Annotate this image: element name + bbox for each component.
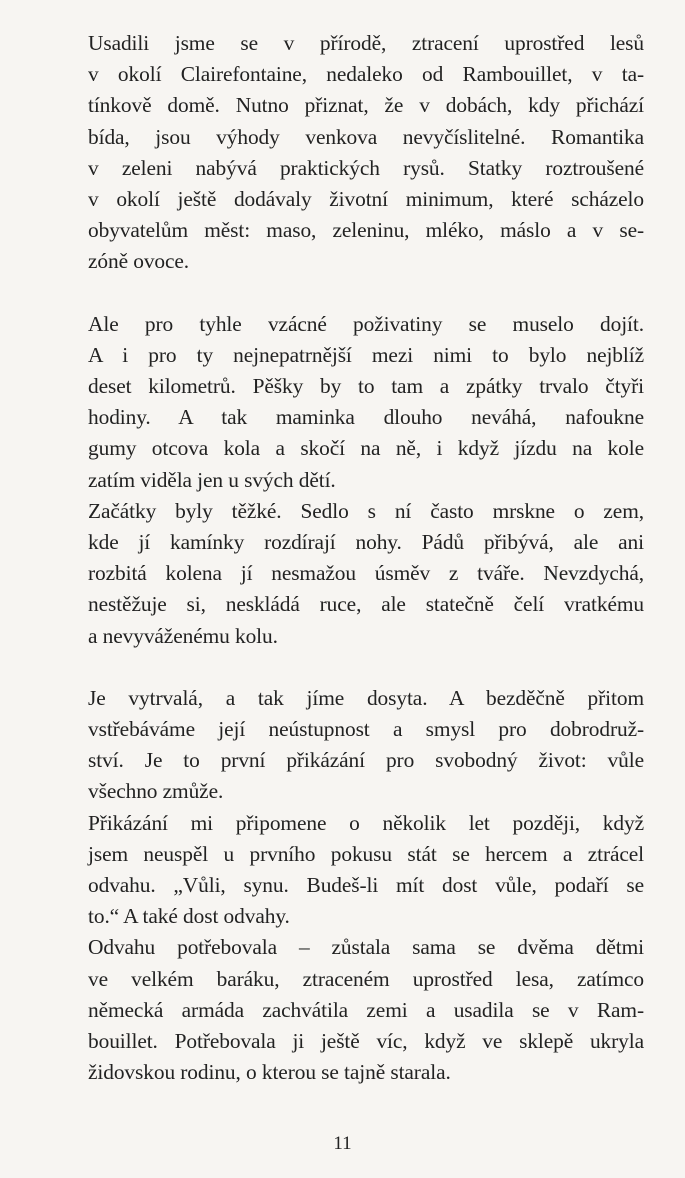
text-line: odvahu. „Vůli, synu. Budeš-li mít dost vůle, podaří se: [88, 873, 644, 898]
text-line: židovskou rodinu, o kterou se tajně starala.: [88, 1060, 451, 1085]
text-line: tínkově domě. Nutno přiznat, že v dobách, kdy přichází: [88, 93, 644, 118]
text-line: německá armáda zachvátila zemi a usadila se v Ram-: [88, 997, 644, 1022]
page-number: 11: [333, 1133, 352, 1154]
text-line: obyvatelům měst: maso, zeleninu, mléko, máslo a v se-: [88, 218, 644, 243]
text-line: Usadili jsme se v přírodě, ztracení uprostřed lesů: [88, 31, 644, 55]
text-line: kde jí kamínky rozdírají nohy. Pádů přibývá, ale ani: [88, 530, 644, 555]
text-line: v okolí Clairefontaine, nedaleko od Rambouillet, v ta-: [88, 62, 644, 87]
text-line: bouillet. Potřebovala ji ještě víc, když ve sklepě ukryla: [88, 1029, 644, 1054]
text-line: Začátky byly těžké. Sedlo s ní často mrskne o zem,: [88, 498, 644, 523]
text-line: v zeleni nabývá praktických rysů. Statky roztroušené: [88, 155, 644, 180]
text-line: a nevyváženému kolu.: [88, 623, 278, 648]
text-line: jsem neuspěl u prvního pokusu stát se hercem a ztrácel: [88, 841, 644, 866]
text-line: nestěžuje si, neskládá ruce, ale statečně čelí vratkému: [88, 592, 644, 617]
text-line: to.“ A také dost odvahy.: [88, 904, 290, 929]
text-line: hodiny. A tak maminka dlouho neváhá, nafoukne: [88, 405, 644, 430]
text-line: deset kilometrů. Pěšky by to tam a zpátky trvalo čtyři: [88, 374, 644, 399]
paragraph-3: [88, 496, 644, 652]
paragraph-1: [88, 28, 644, 278]
text-line: rozbitá kolena jí nesmažou úsměv z tváře. Nevzdychá,: [88, 561, 644, 586]
text-line: ve velkém baráku, ztraceném uprostřed lesa, zatímco: [88, 966, 644, 991]
paragraph-5: [88, 808, 644, 933]
text-line: Přikázání mi připomene o několik let později, když: [88, 810, 644, 835]
text-line: vstřebáváme její neústupnost a smysl pro dobrodruž-: [88, 717, 644, 742]
paragraph-gap: [88, 652, 644, 683]
text-line: bída, jsou výhody venkova nevyčíslitelné. Romantika: [88, 124, 644, 149]
text-line: gumy otcova kola a skočí na ně, i když jízdu na kole: [88, 436, 644, 461]
paragraph-2: [88, 309, 644, 496]
paragraph-gap: [88, 278, 644, 309]
body-text: [88, 28, 644, 1089]
text-line: v okolí ještě dodávaly životní minimum, které scházelo: [88, 187, 644, 212]
text-line: všechno zmůže.: [88, 779, 224, 804]
text-line: A i pro ty nejnepatrnější mezi nimi to bylo nejblíž: [88, 342, 644, 367]
paragraph-4: [88, 683, 644, 808]
text-line: ství. Je to první přikázání pro svobodný život: vůle: [88, 748, 644, 773]
text-line: Je vytrvalá, a tak jíme dosyta. A bezděčně přitom: [88, 685, 644, 710]
text-line: Odvahu potřebovala – zůstala sama se dvěma dětmi: [88, 935, 644, 960]
paragraph-6: [88, 932, 644, 1088]
text-line: Ale pro tyhle vzácné poživatiny se muselo dojít.: [88, 311, 644, 336]
text-line: zatím viděla jen u svých dětí.: [88, 467, 336, 492]
text-line: zóně ovoce.: [88, 249, 190, 274]
